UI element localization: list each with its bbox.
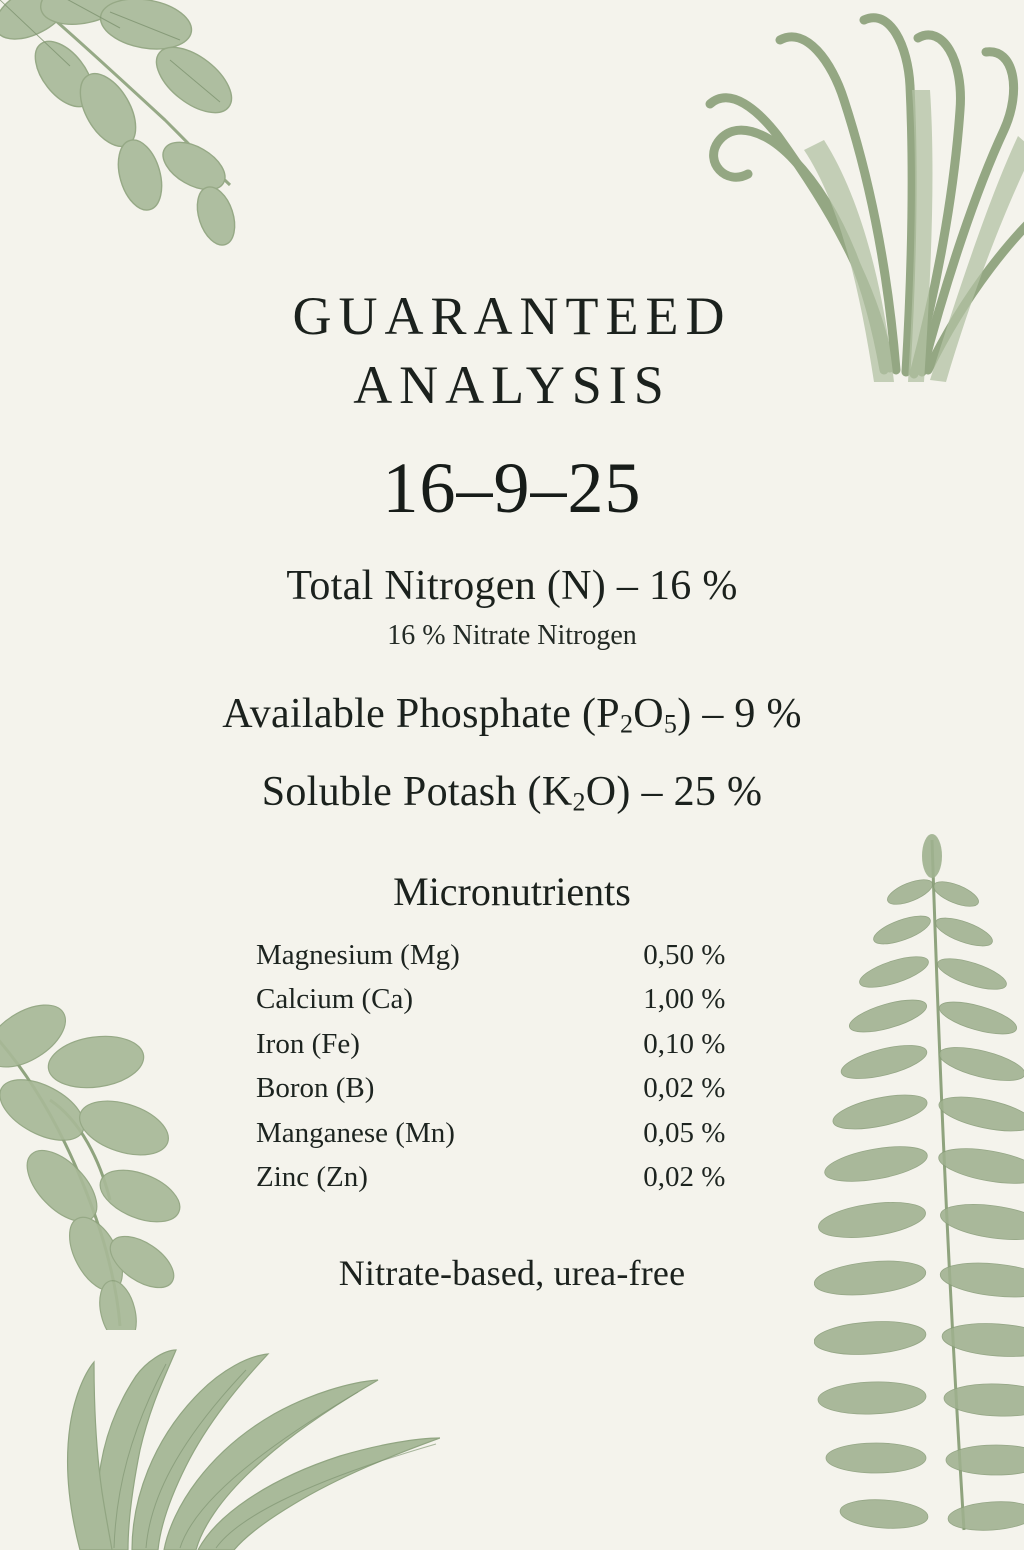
npk-ratio: 16–9–25: [382, 448, 642, 529]
nitrate-nitrogen-subline: 16 % Nitrate Nitrogen: [387, 620, 637, 652]
phosphate-suffix: ) – 9 %: [677, 691, 802, 738]
micronutrient-name: Magnesium (Mg): [256, 938, 460, 971]
micronutrient-value: 0,05 %: [643, 1116, 726, 1149]
page-title: GUARANTEED ANALYSIS: [292, 286, 732, 416]
soluble-potash-line: [0, 768, 1024, 818]
table-row: [252, 977, 772, 1022]
phosphate-subscript-5: 5: [663, 709, 678, 739]
footnote: Nitrate-based, urea-free: [338, 1253, 686, 1294]
available-phosphate-line: [0, 690, 1024, 740]
micronutrient-value: 0,02 %: [643, 1161, 726, 1194]
table-row: [252, 1111, 772, 1156]
micronutrients-table: [252, 933, 772, 1200]
micronutrient-name: Boron (B): [256, 1072, 375, 1105]
table-row: [252, 1155, 772, 1200]
potash-suffix: O) – 25 %: [585, 768, 763, 815]
micronutrient-name: Zinc (Zn): [256, 1161, 368, 1194]
table-row: [252, 1066, 772, 1111]
micronutrient-name: Iron (Fe): [256, 1027, 360, 1060]
micronutrient-name: Manganese (Mn): [256, 1116, 455, 1149]
total-nitrogen-line: Total Nitrogen (N) – 16 %: [286, 563, 738, 610]
micronutrient-value: 0,02 %: [643, 1072, 726, 1105]
potash-prefix: Soluble Potash (K: [261, 768, 573, 815]
micronutrient-value: 1,00 %: [643, 983, 726, 1016]
table-row: [252, 933, 772, 978]
micronutrients-heading: Micronutrients: [393, 868, 631, 914]
phosphate-middle: O: [633, 691, 664, 738]
table-row: [252, 1022, 772, 1067]
micronutrient-value: 0,10 %: [643, 1027, 726, 1060]
phosphate-prefix: Available Phosphate (P: [222, 691, 620, 738]
potash-subscript-2: 2: [572, 787, 586, 817]
micronutrient-name: Calcium (Ca): [256, 983, 414, 1016]
micronutrient-value: 0,50 %: [643, 938, 726, 971]
phosphate-subscript-2: 2: [619, 709, 634, 739]
grass-blades-bottom-left-icon: [40, 1340, 440, 1550]
